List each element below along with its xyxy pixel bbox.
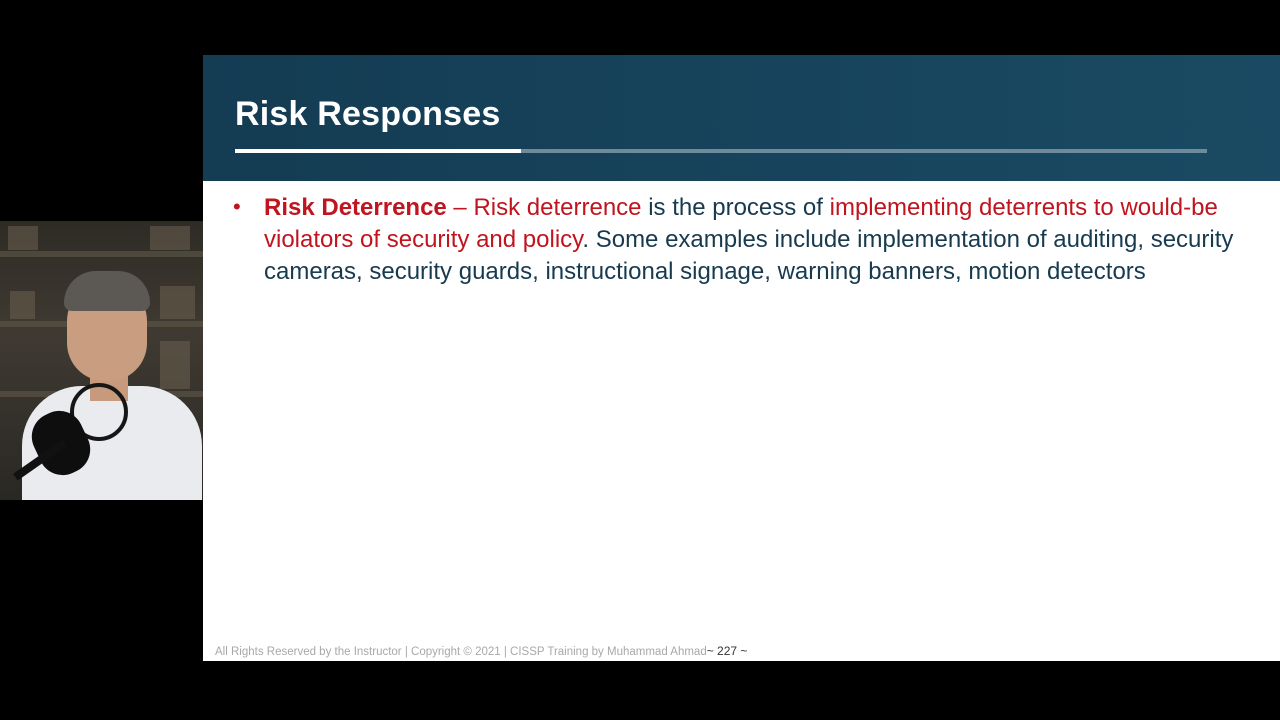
bullet-highlight-2: implementing deterrents to would-be violators of security and policy [264, 194, 1218, 253]
title-underline-progress [235, 149, 521, 153]
bullet-dot-icon: • [233, 194, 241, 219]
presentation-slide [203, 55, 1280, 661]
footer-copyright: All Rights Reserved by the Instructor | Copyright © 2021 | CISSP Training by Muhammad Ahmad [215, 646, 707, 658]
presenter-hair [64, 271, 150, 311]
page-number: ~ 227 ~ [706, 644, 748, 658]
bullet-highlight-1: Risk deterrence [473, 194, 642, 221]
bookshelf [0, 251, 203, 257]
bullet-term: Risk Deterrence [264, 194, 447, 221]
book [8, 226, 38, 250]
slide-title: Risk Responses [235, 95, 501, 133]
bullet-plain-2: . Some examples include implementation of auditing, security cameras, security guards, instructional signage, warning banners, motion detectors [264, 226, 1234, 285]
book [150, 226, 190, 250]
book [160, 341, 190, 389]
presenter-webcam [0, 221, 203, 500]
book [10, 291, 35, 319]
bullet-text [264, 192, 1243, 288]
bullet-dash: – [446, 194, 474, 221]
slide-footer [215, 644, 747, 658]
slide-header [203, 55, 1280, 181]
book [160, 286, 195, 319]
bullet-plain-1: is the process of [641, 194, 830, 221]
bullet-item [233, 192, 1243, 288]
title-underline [235, 149, 1207, 153]
